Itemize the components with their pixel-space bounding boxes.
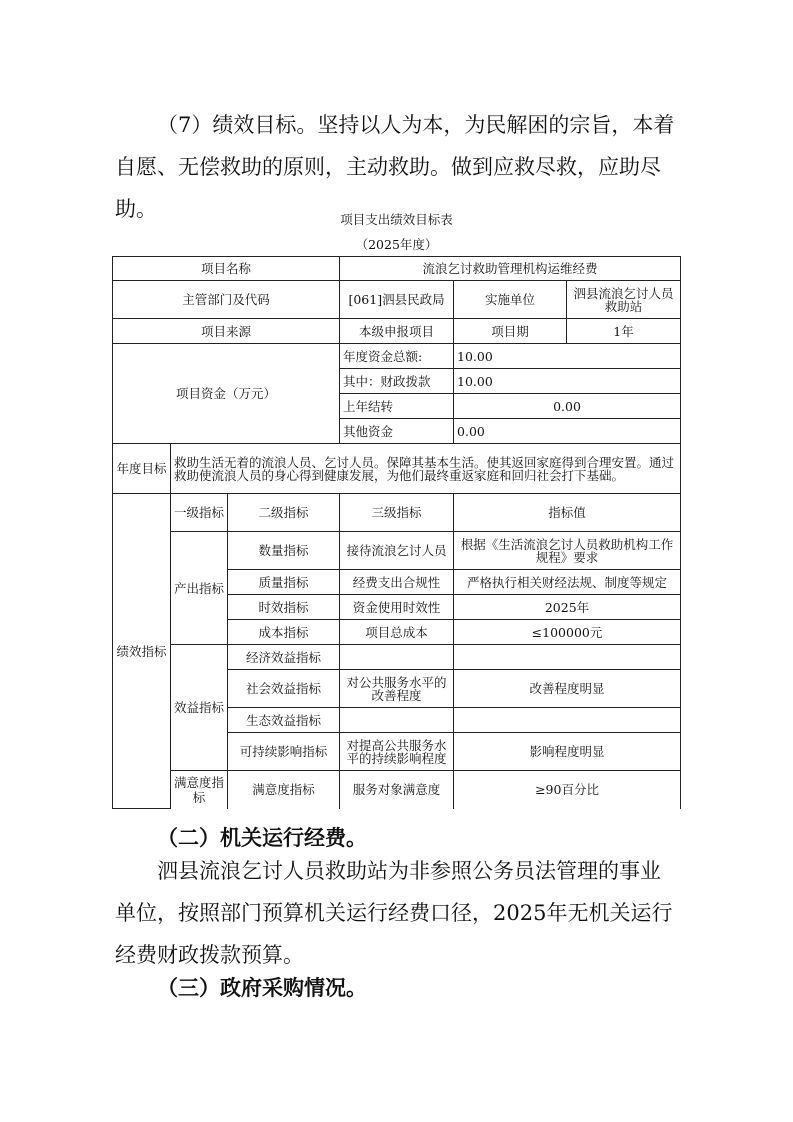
output-level2: 成本指标 <box>228 620 340 645</box>
benefit-value <box>454 708 681 733</box>
intro-paragraph: （7）绩效目标。坚持以人为本，为民解困的宗旨，本着自愿、无偿救助的原则，主动救助。做到应救尽救，应助尽助。 <box>115 113 675 221</box>
project-name-label: 项目名称 <box>113 257 340 281</box>
project-name-value: 流浪乞讨救助管理机构运维经费 <box>340 257 681 281</box>
benefit-level2: 经济效益指标 <box>228 645 340 670</box>
impl-unit-value: 泗县流浪乞讨人员救助站 <box>567 281 681 319</box>
funds-fiscal-value: 10.00 <box>454 369 681 394</box>
output-level3: 接待流浪乞讨人员 <box>340 532 454 570</box>
indicators-label: 绩效指标 <box>113 494 171 809</box>
source-value: 本级申报项目 <box>340 319 454 344</box>
header-level2: 二级指标 <box>228 494 340 532</box>
dept-value: [061]泗县民政局 <box>340 281 454 319</box>
benefit-level2: 社会效益指标 <box>228 670 340 708</box>
benefit-level3: 对公共服务水平的改善程度 <box>340 670 454 708</box>
funds-carryover-value: 0.00 <box>454 394 681 419</box>
funds-other-value: 0.00 <box>454 419 681 444</box>
satisfaction-level3: 服务对象满意度 <box>340 771 454 809</box>
output-level2: 时效指标 <box>228 595 340 620</box>
funds-label: 项目资金（万元） <box>113 344 340 444</box>
output-level2: 数量指标 <box>228 532 340 570</box>
funds-total-value: 10.00 <box>454 344 681 369</box>
section3-heading: （三）政府采购情况。 <box>157 976 367 1000</box>
satisfaction-indicators-label: 满意度指标 <box>171 771 228 809</box>
annual-goal-label: 年度目标 <box>113 444 171 494</box>
period-value: 1年 <box>567 319 681 344</box>
benefit-level3: 对提高公共服务水平的持续影响程度 <box>340 733 454 771</box>
output-indicators-label: 产出指标 <box>171 532 228 645</box>
benefit-level3 <box>340 708 454 733</box>
table-title: 项目支出绩效目标表 <box>340 212 453 227</box>
impl-unit-label: 实施单位 <box>454 281 567 319</box>
output-level2: 质量指标 <box>228 570 340 595</box>
section2-paragraph: 泗县流浪乞讨人员救助站为非参照公务员法管理的事业单位，按照部门预算机关运行经费口径，2025年无机关运行经费财政拨款预算。 <box>115 859 673 967</box>
benefit-level2: 生态效益指标 <box>228 708 340 733</box>
output-level3: 项目总成本 <box>340 620 454 645</box>
satisfaction-level2: 满意度指标 <box>228 771 340 809</box>
dept-label: 主管部门及代码 <box>113 281 340 319</box>
performance-target-table <box>112 256 681 809</box>
table-subtitle: （2025年度） <box>355 237 438 252</box>
funds-total-label: 年度资金总额: <box>340 344 454 369</box>
output-level3: 资金使用时效性 <box>340 595 454 620</box>
header-value: 指标值 <box>454 494 681 532</box>
annual-goal-text: 救助生活无着的流浪人员、乞讨人员。保障其基本生活。使其返回家庭得到合理安置。通过救助使流浪人员的身心得到健康发展，为他们最终重返家庭和回归社会打下基础。 <box>171 444 681 494</box>
funds-carryover-label: 上年结转 <box>340 394 454 419</box>
benefit-value: 影响程度明显 <box>454 733 681 771</box>
benefit-level3 <box>340 645 454 670</box>
satisfaction-value: ≥90百分比 <box>454 771 681 809</box>
output-value: ≤100000元 <box>454 620 681 645</box>
section2-heading: （二）机关运行经费。 <box>157 826 367 850</box>
header-level3: 三级指标 <box>340 494 454 532</box>
benefit-value: 改善程度明显 <box>454 670 681 708</box>
funds-fiscal-label: 其中：财政拨款 <box>340 369 454 394</box>
period-label: 项目期 <box>454 319 567 344</box>
header-level1: 一级指标 <box>171 494 228 532</box>
output-value: 2025年 <box>454 595 681 620</box>
source-label: 项目来源 <box>113 319 340 344</box>
benefit-indicators-label: 效益指标 <box>171 645 228 771</box>
funds-other-label: 其他资金 <box>340 419 454 444</box>
benefit-value <box>454 645 681 670</box>
output-value: 严格执行相关财经法规、制度等规定 <box>454 570 681 595</box>
output-value: 根据《生活流浪乞讨人员救助机构工作规程》要求 <box>454 532 681 570</box>
benefit-level2: 可持续影响指标 <box>228 733 340 771</box>
output-level3: 经费支出合规性 <box>340 570 454 595</box>
